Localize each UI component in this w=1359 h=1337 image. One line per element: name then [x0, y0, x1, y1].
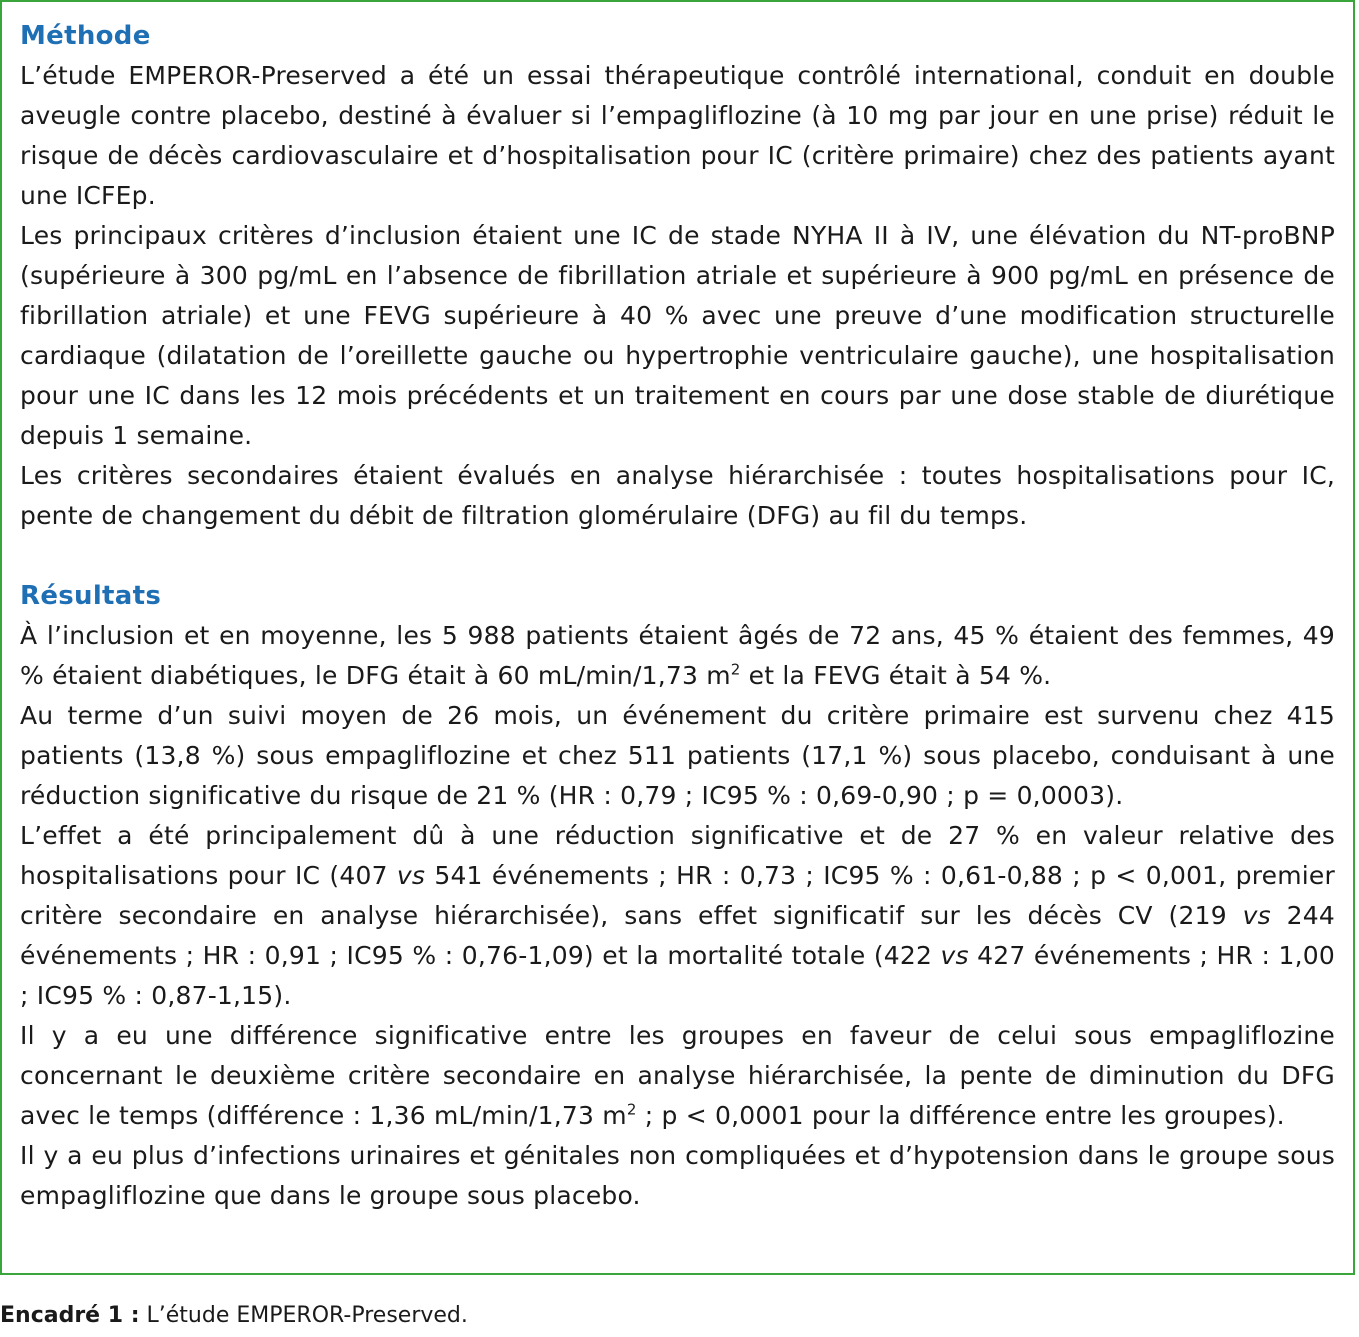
resultats-p1-text-a: À l’inclusion et en moyenne, les 5 988 patients étaient âgés de 72 ans, 45 % étaient des femmes, 49 % étaient diabétiques, le DFG était à 60 mL/min/1,73 m — [20, 621, 1335, 690]
methode-paragraph-3: Les critères secondaires étaient évalués en analyse hiérarchisée : toutes hospitalisations pour IC, pente de changement du débit de filtration glomérulaire (DFG) au fil du temps. — [20, 461, 1335, 530]
resultats-paragraph-4 — [20, 1016, 1335, 1136]
resultats-p4-text-a: Il y a eu une différence significative entre les groupes en faveur de celui sous empagliflozine concernant le deuxième critère secondaire en analyse hiérarchisée, la pente de diminution du DFG avec le temps (différence : 1,36 mL/min/1,73 m — [20, 1021, 1335, 1130]
resultats-p1-text-b: et la FEVG était à 54 %. — [740, 661, 1052, 690]
resultats-paragraph-1 — [20, 616, 1335, 696]
resultats-p4-text-b: ; p < 0,0001 pour la différence entre les groupes). — [636, 1101, 1285, 1130]
resultats-heading: Résultats — [20, 581, 162, 611]
caption-label: Encadré 1 : — [0, 1303, 140, 1328]
resultats-p3-text-a: L’effet a été principalement dû à une réduction significative et de 27 % en valeur relative des hospitalisations pour IC (407 — [20, 821, 1335, 890]
superscript-2: 2 — [730, 660, 741, 679]
versus-italic: vs — [940, 941, 969, 970]
section-spacer — [20, 536, 1335, 576]
resultats-paragraph-3 — [20, 816, 1335, 1016]
resultats-paragraph-5: Il y a eu plus d’infections urinaires et génitales non compliquées et d’hypotension dans le groupe sous empagliflozine que dans le groupe sous placebo. — [20, 1141, 1335, 1210]
caption-text: L’étude EMPEROR-Preserved. — [139, 1303, 468, 1328]
methode-paragraph-1: L’étude EMPEROR-Preserved a été un essai thérapeutique contrôlé international, conduit en double aveugle contre placebo, destiné à évaluer si l’empagliflozine (à 10 mg par jour en une prise) réduit le risque de décès cardiovasculaire et d’hospitalisation pour IC (critère primaire) chez des patients ayant une ICFEp. — [20, 61, 1335, 210]
resultats-p3-text-b: 541 événements ; HR : 0,73 ; IC95 % : 0,61-0,88 ; p < 0,001, premier critère secondaire en analyse hiérarchisée), sans effet significatif sur les décès CV (219 — [20, 861, 1335, 930]
methode-heading: Méthode — [20, 21, 151, 51]
figure-caption — [0, 1300, 468, 1332]
superscript-2: 2 — [626, 1100, 637, 1119]
resultats-p3-text-d: 427 événements ; HR : 1,00 ; IC95 % : 0,87-1,15). — [20, 941, 1335, 1010]
methode-paragraph-2: Les principaux critères d’inclusion étaient une IC de stade NYHA II à IV, une élévation du NT-proBNP (supérieure à 300 pg/mL en l’absence de fibrillation atriale et supérieure à 900 pg/mL en présence de fibrillation atriale) et une FEVG supérieure à 40 % avec une preuve d’une modification structurelle cardiaque (dilatation de l’oreillette gauche ou hypertrophie ventriculaire gauche), une hospitalisation pour une IC dans les 12 mois précédents et un traitement en cours par une dose stable de diurétique depuis 1 semaine. — [20, 221, 1335, 450]
resultats-p3-text-c: 244 événements ; HR : 0,91 ; IC95 % : 0,76-1,09) et la mortalité totale (422 — [20, 901, 1335, 970]
versus-italic: vs — [396, 861, 426, 890]
resultats-paragraph-2: Au terme d’un suivi moyen de 26 mois, un événement du critère primaire est survenu chez 415 patients (13,8 %) sous empagliflozine et chez 511 patients (17,1 %) sous placebo, conduisant à une réduction significative du risque de 21 % (HR : 0,79 ; IC95 % : 0,69-0,90 ; p = 0,0003). — [20, 701, 1335, 810]
versus-italic: vs — [1242, 901, 1271, 930]
